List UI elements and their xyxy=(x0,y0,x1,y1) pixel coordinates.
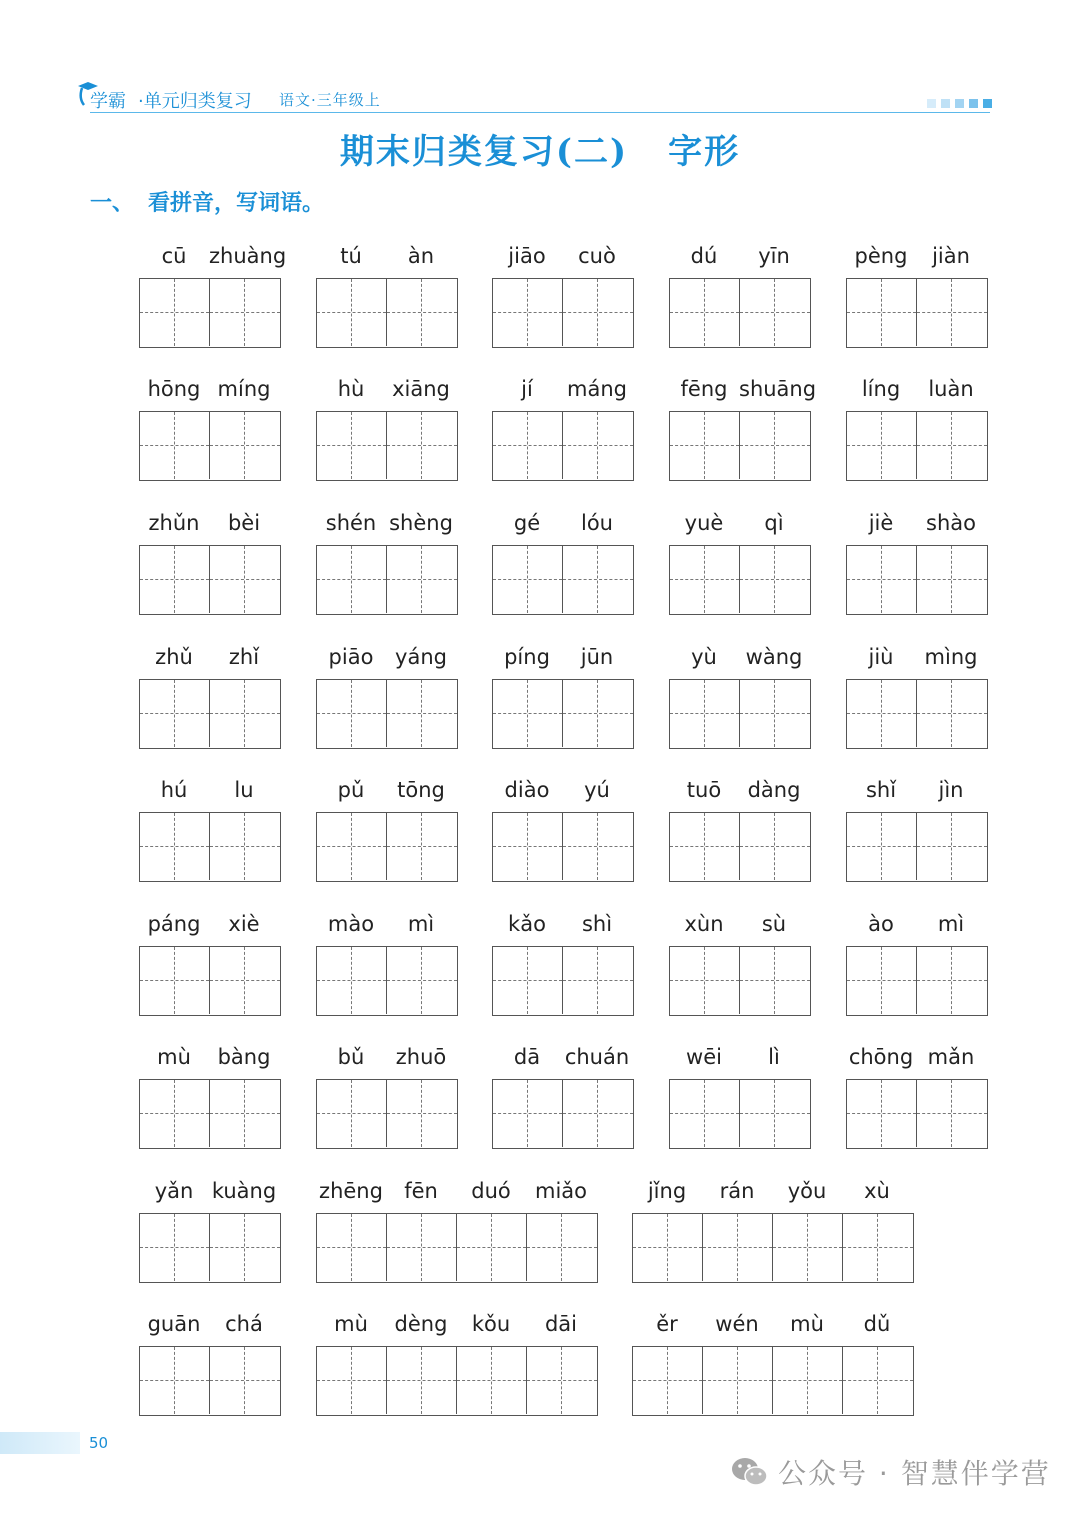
writing-box[interactable] xyxy=(140,1214,210,1281)
writing-box[interactable] xyxy=(210,947,280,1014)
pinyin-row xyxy=(492,912,632,942)
pinyin-row xyxy=(492,244,632,274)
writing-box[interactable] xyxy=(917,680,987,747)
pinyin-syllable: shì xyxy=(581,912,613,936)
tianzige-boxes xyxy=(669,411,811,481)
pinyin-syllable: àn xyxy=(407,244,435,268)
pinyin-syllable: dàng xyxy=(747,778,801,802)
writing-box[interactable] xyxy=(493,947,563,1014)
writing-box[interactable] xyxy=(563,947,633,1014)
pinyin-row xyxy=(316,778,456,808)
pinyin-syllable: zhēng xyxy=(319,1179,383,1203)
pinyin-syllable: dā xyxy=(513,1045,541,1069)
tianzige-boxes xyxy=(846,278,988,348)
pinyin-syllable: zhǔ xyxy=(155,645,193,669)
writing-box[interactable] xyxy=(670,1080,740,1147)
pinyin-row xyxy=(632,1312,912,1342)
pinyin-row xyxy=(139,1179,279,1209)
pinyin-syllable: zhuàng xyxy=(209,244,287,268)
writing-box[interactable] xyxy=(317,680,387,747)
writing-box[interactable] xyxy=(917,279,987,346)
writing-box[interactable] xyxy=(210,1347,280,1414)
pinyin-syllable: jǐng xyxy=(647,1179,687,1203)
tianzige-boxes xyxy=(846,545,988,615)
writing-box[interactable] xyxy=(140,1080,210,1147)
pinyin-syllable: chuán xyxy=(564,1045,630,1069)
pinyin-row xyxy=(316,912,456,942)
pinyin-syllable: yù xyxy=(691,645,717,669)
pinyin-syllable: shèng xyxy=(389,511,453,535)
writing-box[interactable] xyxy=(387,680,457,747)
pinyin-row xyxy=(669,1045,809,1075)
pinyin-syllable: wàng xyxy=(745,645,803,669)
pinyin-row xyxy=(316,377,456,407)
pinyin-syllable: hù xyxy=(337,377,365,401)
pinyin-syllable: fēn xyxy=(404,1179,438,1203)
writing-box[interactable] xyxy=(740,546,810,613)
tianzige-boxes xyxy=(846,411,988,481)
pinyin-syllable: qì xyxy=(764,511,784,535)
pinyin-syllable: hōng xyxy=(147,377,201,401)
wechat-icon xyxy=(730,1455,770,1489)
pinyin-syllable: jiè xyxy=(868,511,894,535)
pinyin-row xyxy=(139,912,279,942)
writing-box[interactable] xyxy=(670,947,740,1014)
pinyin-syllable: tōng xyxy=(397,778,445,802)
watermark-text: 公众号 · 智慧伴学营 xyxy=(778,1457,1051,1490)
pinyin-row xyxy=(669,778,809,808)
pinyin-syllable: dèng xyxy=(394,1312,448,1336)
pinyin-syllable: jiāo xyxy=(508,244,546,268)
tianzige-boxes xyxy=(139,278,281,348)
pinyin-syllable: máng xyxy=(567,377,627,401)
writing-box[interactable] xyxy=(387,813,457,880)
pinyin-syllable: hú xyxy=(160,778,188,802)
writing-box[interactable] xyxy=(493,412,563,479)
pinyin-row xyxy=(316,1045,456,1075)
tianzige-boxes xyxy=(846,946,988,1016)
pinyin-row xyxy=(669,645,809,675)
page-number-band xyxy=(0,1432,80,1454)
pinyin-syllable: yuè xyxy=(684,511,724,535)
writing-box[interactable] xyxy=(563,546,633,613)
pinyin-row xyxy=(846,1045,986,1075)
tianzige-boxes xyxy=(492,411,634,481)
pinyin-row xyxy=(669,377,817,407)
pinyin-syllable: gé xyxy=(513,511,541,535)
pinyin-row xyxy=(846,645,986,675)
brand-name: 学霸 xyxy=(90,91,126,112)
writing-box[interactable] xyxy=(563,813,633,880)
pinyin-row xyxy=(492,778,632,808)
pinyin-row xyxy=(139,1312,279,1342)
pinyin-syllable: yīn xyxy=(758,244,790,268)
writing-box[interactable] xyxy=(847,279,917,346)
pinyin-row xyxy=(492,645,632,675)
square-3 xyxy=(955,99,964,108)
pinyin-syllable: ěr xyxy=(656,1312,678,1336)
writing-box[interactable] xyxy=(317,813,387,880)
writing-box[interactable] xyxy=(317,1214,387,1281)
writing-box[interactable] xyxy=(140,680,210,747)
square-4 xyxy=(969,99,978,108)
pinyin-row xyxy=(846,244,986,274)
writing-box[interactable] xyxy=(633,1347,703,1414)
writing-box[interactable] xyxy=(563,412,633,479)
series-name: ·单元归类复习 xyxy=(138,91,252,112)
tianzige-boxes xyxy=(139,812,281,882)
pinyin-syllable: miǎo xyxy=(534,1179,587,1203)
pinyin-syllable: yáng xyxy=(395,645,447,669)
pinyin-row xyxy=(316,645,456,675)
writing-box[interactable] xyxy=(493,546,563,613)
writing-box[interactable] xyxy=(387,1214,457,1281)
section-heading xyxy=(90,186,324,217)
pinyin-row xyxy=(632,1179,912,1209)
page-header xyxy=(76,78,992,114)
tianzige-boxes xyxy=(139,1079,281,1149)
pinyin-syllable: tuō xyxy=(686,778,722,802)
tianzige-boxes xyxy=(316,1079,458,1149)
pinyin-syllable: duó xyxy=(471,1179,511,1203)
writing-box[interactable] xyxy=(210,412,280,479)
writing-box[interactable] xyxy=(847,546,917,613)
writing-box[interactable] xyxy=(740,1080,810,1147)
tianzige-boxes xyxy=(669,278,811,348)
writing-box[interactable] xyxy=(740,412,810,479)
tianzige-boxes xyxy=(492,278,634,348)
pinyin-syllable: zhuō xyxy=(395,1045,447,1069)
writing-box[interactable] xyxy=(917,813,987,880)
writing-box[interactable] xyxy=(670,546,740,613)
writing-box[interactable] xyxy=(670,279,740,346)
writing-box[interactable] xyxy=(917,546,987,613)
pinyin-syllable: kǎo xyxy=(508,912,546,936)
pinyin-syllable: jiàn xyxy=(932,244,970,268)
tianzige-boxes xyxy=(316,679,458,749)
pinyin-syllable: wēi xyxy=(686,1045,722,1069)
header-decoration-squares xyxy=(927,99,992,108)
writing-box[interactable] xyxy=(457,1214,527,1281)
pinyin-row xyxy=(139,778,279,808)
writing-box[interactable] xyxy=(317,279,387,346)
writing-box[interactable] xyxy=(493,279,563,346)
writing-box[interactable] xyxy=(527,1347,597,1414)
pinyin-row xyxy=(139,244,287,274)
tianzige-boxes xyxy=(669,679,811,749)
writing-box[interactable] xyxy=(457,1347,527,1414)
page-title xyxy=(0,124,1080,173)
pinyin-row xyxy=(492,511,632,541)
writing-box[interactable] xyxy=(387,279,457,346)
writing-box[interactable] xyxy=(847,813,917,880)
writing-box[interactable] xyxy=(670,680,740,747)
tianzige-boxes xyxy=(669,1079,811,1149)
subject-grade: 语文·三年级上 xyxy=(279,91,381,109)
tianzige-boxes xyxy=(846,679,988,749)
title-topic: 字形 xyxy=(668,132,741,172)
writing-box[interactable] xyxy=(210,813,280,880)
pinyin-syllable: piāo xyxy=(328,645,374,669)
writing-box[interactable] xyxy=(387,1080,457,1147)
pinyin-row xyxy=(316,244,456,274)
tianzige-boxes xyxy=(316,1213,598,1283)
writing-box[interactable] xyxy=(317,546,387,613)
tianzige-boxes xyxy=(139,946,281,1016)
square-5 xyxy=(983,99,992,108)
pinyin-syllable: fēng xyxy=(680,377,728,401)
writing-box[interactable] xyxy=(703,1347,773,1414)
pinyin-syllable: jí xyxy=(521,377,533,401)
pinyin-syllable: tú xyxy=(340,244,362,268)
pinyin-row xyxy=(139,377,279,407)
pinyin-syllable: guān xyxy=(147,1312,201,1336)
pinyin-syllable: mǎn xyxy=(927,1045,975,1069)
pinyin-syllable: lu xyxy=(234,778,254,802)
pinyin-row xyxy=(316,511,456,541)
writing-box[interactable] xyxy=(317,412,387,479)
pinyin-syllable: páng xyxy=(147,912,201,936)
writing-box[interactable] xyxy=(140,813,210,880)
pinyin-syllable: rán xyxy=(719,1179,755,1203)
writing-box[interactable] xyxy=(210,680,280,747)
writing-box[interactable] xyxy=(210,1080,280,1147)
writing-box[interactable] xyxy=(387,546,457,613)
tianzige-boxes xyxy=(139,1213,281,1283)
tianzige-boxes xyxy=(492,679,634,749)
writing-box[interactable] xyxy=(633,1214,703,1281)
tianzige-boxes xyxy=(139,679,281,749)
writing-box[interactable] xyxy=(847,412,917,479)
pinyin-syllable: diào xyxy=(504,778,550,802)
header-rule xyxy=(90,112,990,113)
pinyin-syllable: shǐ xyxy=(865,778,897,802)
pinyin-syllable: bàng xyxy=(217,1045,271,1069)
pinyin-syllable: pǔ xyxy=(337,778,365,802)
pinyin-syllable: mì xyxy=(407,912,435,936)
pinyin-syllable: jìn xyxy=(938,778,964,802)
pinyin-syllable: yú xyxy=(584,778,610,802)
pinyin-syllable: yǎn xyxy=(154,1179,194,1203)
writing-box[interactable] xyxy=(563,279,633,346)
writing-box[interactable] xyxy=(493,1080,563,1147)
tianzige-boxes xyxy=(632,1213,914,1283)
pinyin-syllable: sù xyxy=(761,912,787,936)
tianzige-boxes xyxy=(632,1346,914,1416)
tianzige-boxes xyxy=(316,946,458,1016)
tianzige-boxes xyxy=(316,411,458,481)
pinyin-syllable: jiù xyxy=(868,645,894,669)
tianzige-boxes xyxy=(139,545,281,615)
pinyin-syllable: mào xyxy=(327,912,375,936)
page-number: 50 xyxy=(89,1434,109,1452)
writing-box[interactable] xyxy=(493,813,563,880)
pinyin-syllable: líng xyxy=(861,377,901,401)
tianzige-boxes xyxy=(139,1346,281,1416)
writing-box[interactable] xyxy=(140,279,210,346)
pinyin-row xyxy=(139,1045,279,1075)
pinyin-row xyxy=(139,645,279,675)
pinyin-syllable: shào xyxy=(926,511,976,535)
tianzige-boxes xyxy=(316,1346,598,1416)
tianzige-boxes xyxy=(669,946,811,1016)
writing-box[interactable] xyxy=(843,1347,913,1414)
pinyin-syllable: luàn xyxy=(928,377,974,401)
title-main: 期末归类复习(二) xyxy=(339,132,629,172)
pinyin-syllable: bǔ xyxy=(337,1045,365,1069)
writing-box[interactable] xyxy=(847,1080,917,1147)
pinyin-syllable: shuāng xyxy=(739,377,817,401)
writing-box[interactable] xyxy=(210,546,280,613)
writing-box[interactable] xyxy=(317,947,387,1014)
writing-box[interactable] xyxy=(917,1080,987,1147)
writing-box[interactable] xyxy=(387,947,457,1014)
pinyin-row xyxy=(492,377,632,407)
writing-box[interactable] xyxy=(670,813,740,880)
writing-box[interactable] xyxy=(317,1347,387,1414)
pinyin-syllable: zhǐ xyxy=(228,645,260,669)
pinyin-row xyxy=(139,511,279,541)
pinyin-syllable: jūn xyxy=(580,645,614,669)
pinyin-syllable: lóu xyxy=(581,511,613,535)
writing-box[interactable] xyxy=(773,1214,843,1281)
writing-box[interactable] xyxy=(847,680,917,747)
writing-box[interactable] xyxy=(387,1347,457,1414)
tianzige-boxes xyxy=(492,812,634,882)
pinyin-row xyxy=(669,244,809,274)
pinyin-row xyxy=(492,1045,632,1075)
pinyin-syllable: dǔ xyxy=(863,1312,891,1336)
tianzige-boxes xyxy=(492,545,634,615)
writing-box[interactable] xyxy=(563,680,633,747)
pinyin-syllable: mìng xyxy=(924,645,978,669)
watermark xyxy=(730,1452,1051,1492)
writing-box[interactable] xyxy=(773,1347,843,1414)
pinyin-syllable: lì xyxy=(768,1045,780,1069)
writing-box[interactable] xyxy=(140,546,210,613)
writing-box[interactable] xyxy=(917,412,987,479)
writing-box[interactable] xyxy=(140,947,210,1014)
pinyin-syllable: píng xyxy=(504,645,550,669)
tianzige-boxes xyxy=(316,278,458,348)
pinyin-row xyxy=(846,377,986,407)
pinyin-syllable: dāi xyxy=(544,1312,578,1336)
writing-box[interactable] xyxy=(210,279,280,346)
pinyin-row xyxy=(846,912,986,942)
writing-box[interactable] xyxy=(703,1214,773,1281)
section-instruction: 看拼音，写词语。 xyxy=(148,191,325,216)
square-1 xyxy=(927,99,936,108)
writing-box[interactable] xyxy=(140,412,210,479)
tianzige-boxes xyxy=(846,1079,988,1149)
pinyin-row xyxy=(316,1179,596,1209)
writing-box[interactable] xyxy=(317,1080,387,1147)
pinyin-syllable: ào xyxy=(868,912,894,936)
pinyin-syllable: chōng xyxy=(848,1045,914,1069)
writing-box[interactable] xyxy=(670,412,740,479)
tianzige-boxes xyxy=(492,1079,634,1149)
pinyin-syllable: zhǔn xyxy=(148,511,200,535)
tianzige-boxes xyxy=(139,411,281,481)
writing-box[interactable] xyxy=(493,680,563,747)
pinyin-syllable: mù xyxy=(157,1045,191,1069)
pinyin-row xyxy=(846,511,986,541)
writing-box[interactable] xyxy=(527,1214,597,1281)
pinyin-row xyxy=(316,1312,596,1342)
pinyin-syllable: xiè xyxy=(228,912,260,936)
tianzige-boxes xyxy=(669,812,811,882)
pinyin-row xyxy=(669,912,809,942)
tianzige-boxes xyxy=(316,545,458,615)
writing-box[interactable] xyxy=(740,279,810,346)
writing-box[interactable] xyxy=(563,1080,633,1147)
writing-box[interactable] xyxy=(843,1214,913,1281)
pinyin-syllable: kuàng xyxy=(211,1179,277,1203)
writing-box[interactable] xyxy=(387,412,457,479)
writing-box[interactable] xyxy=(740,680,810,747)
pinyin-syllable: xiāng xyxy=(392,377,450,401)
pinyin-syllable: dú xyxy=(690,244,718,268)
tianzige-boxes xyxy=(846,812,988,882)
pinyin-syllable: cū xyxy=(161,244,187,268)
writing-box[interactable] xyxy=(847,947,917,1014)
pinyin-row xyxy=(669,511,809,541)
pinyin-syllable: chá xyxy=(225,1312,263,1336)
pinyin-syllable: wén xyxy=(715,1312,759,1336)
tianzige-boxes xyxy=(669,545,811,615)
writing-box[interactable] xyxy=(210,1214,280,1281)
pinyin-syllable: mì xyxy=(937,912,965,936)
writing-box[interactable] xyxy=(740,947,810,1014)
pinyin-syllable: bèi xyxy=(227,511,261,535)
pinyin-syllable: míng xyxy=(217,377,271,401)
tianzige-boxes xyxy=(316,812,458,882)
pinyin-syllable: xùn xyxy=(684,912,724,936)
writing-box[interactable] xyxy=(140,1347,210,1414)
pinyin-syllable: mù xyxy=(790,1312,824,1336)
pinyin-syllable: mù xyxy=(334,1312,368,1336)
pinyin-row xyxy=(846,778,986,808)
pinyin-syllable: shén xyxy=(325,511,377,535)
pinyin-syllable: yǒu xyxy=(787,1179,827,1203)
tianzige-boxes xyxy=(492,946,634,1016)
square-2 xyxy=(941,99,950,108)
pinyin-syllable: pèng xyxy=(854,244,908,268)
pinyin-syllable: xù xyxy=(864,1179,890,1203)
pinyin-syllable: cuò xyxy=(578,244,616,268)
writing-box[interactable] xyxy=(740,813,810,880)
section-number: 一、 xyxy=(90,191,135,216)
writing-box[interactable] xyxy=(917,947,987,1014)
pinyin-syllable: kǒu xyxy=(471,1312,511,1336)
